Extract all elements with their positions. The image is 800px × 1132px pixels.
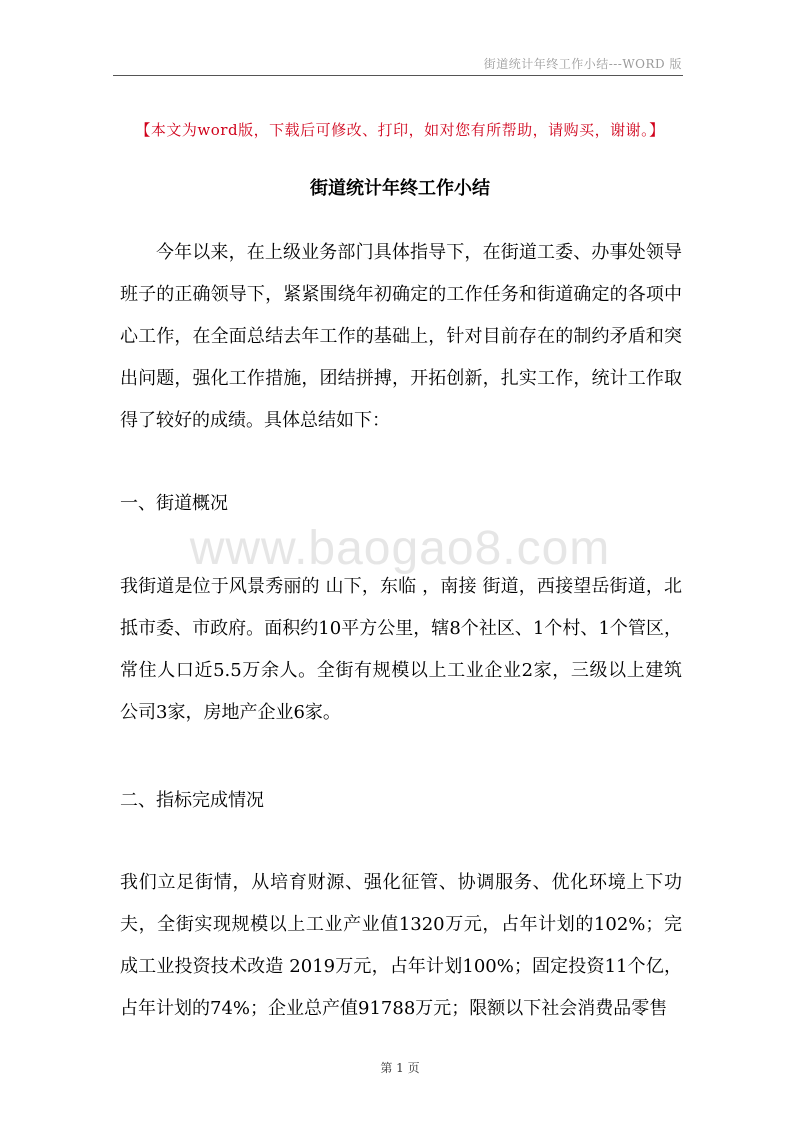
document-title: 街道统计年终工作小结 xyxy=(310,178,490,199)
page-number: 第 1 页 xyxy=(380,1061,420,1075)
indicators-paragraph: 我们立足街情，从培育财源、强化征管、协调服务、优化环境上下功夫，全街实现规模以上工业产业值1320万元，占年计划的102%；完成工业投资技术改造 2019万元，占年计划100%；固定投资11个亿，占年计划的74%；企业总产值91788万元；限额以下社会消费品零售 xyxy=(120,872,682,1019)
watermark: www.baogao8.com xyxy=(189,522,611,575)
section-heading-indicators: 二、指标完成情况 xyxy=(120,790,264,811)
header-divider xyxy=(113,75,683,76)
section-heading-overview: 一、街道概况 xyxy=(120,493,228,514)
running-header: 街道统计年终工作小结---WORD 版 xyxy=(483,57,682,71)
purchase-notice: 【本文为word版，下载后可修改、打印，如对您有所帮助，请购买，谢谢。】 xyxy=(135,121,665,139)
overview-paragraph: 我街道是位于风景秀丽的 山下，东临 ，南接 街道，西接望岳街道，北抵市委、市政府。面积约10平方公里，辖8个社区、1个村、1个管区，常住人口近5.5万余人。全街有规模以上工业企业2家，三级以上建筑公司3家，房地产企业6家。 xyxy=(120,576,682,723)
intro-paragraph: 今年以来，在上级业务部门具体指导下，在街道工委、办事处领导班子的正确领导下，紧紧围绕年初确定的工作任务和街道确定的各项中心工作，在全面总结去年工作的基础上，针对目前存在的制约矛盾和突出问题，强化工作措施，团结拼搏，开拓创新，扎实工作，统计工作取得了较好的成绩。具体总结如下： xyxy=(120,242,682,431)
